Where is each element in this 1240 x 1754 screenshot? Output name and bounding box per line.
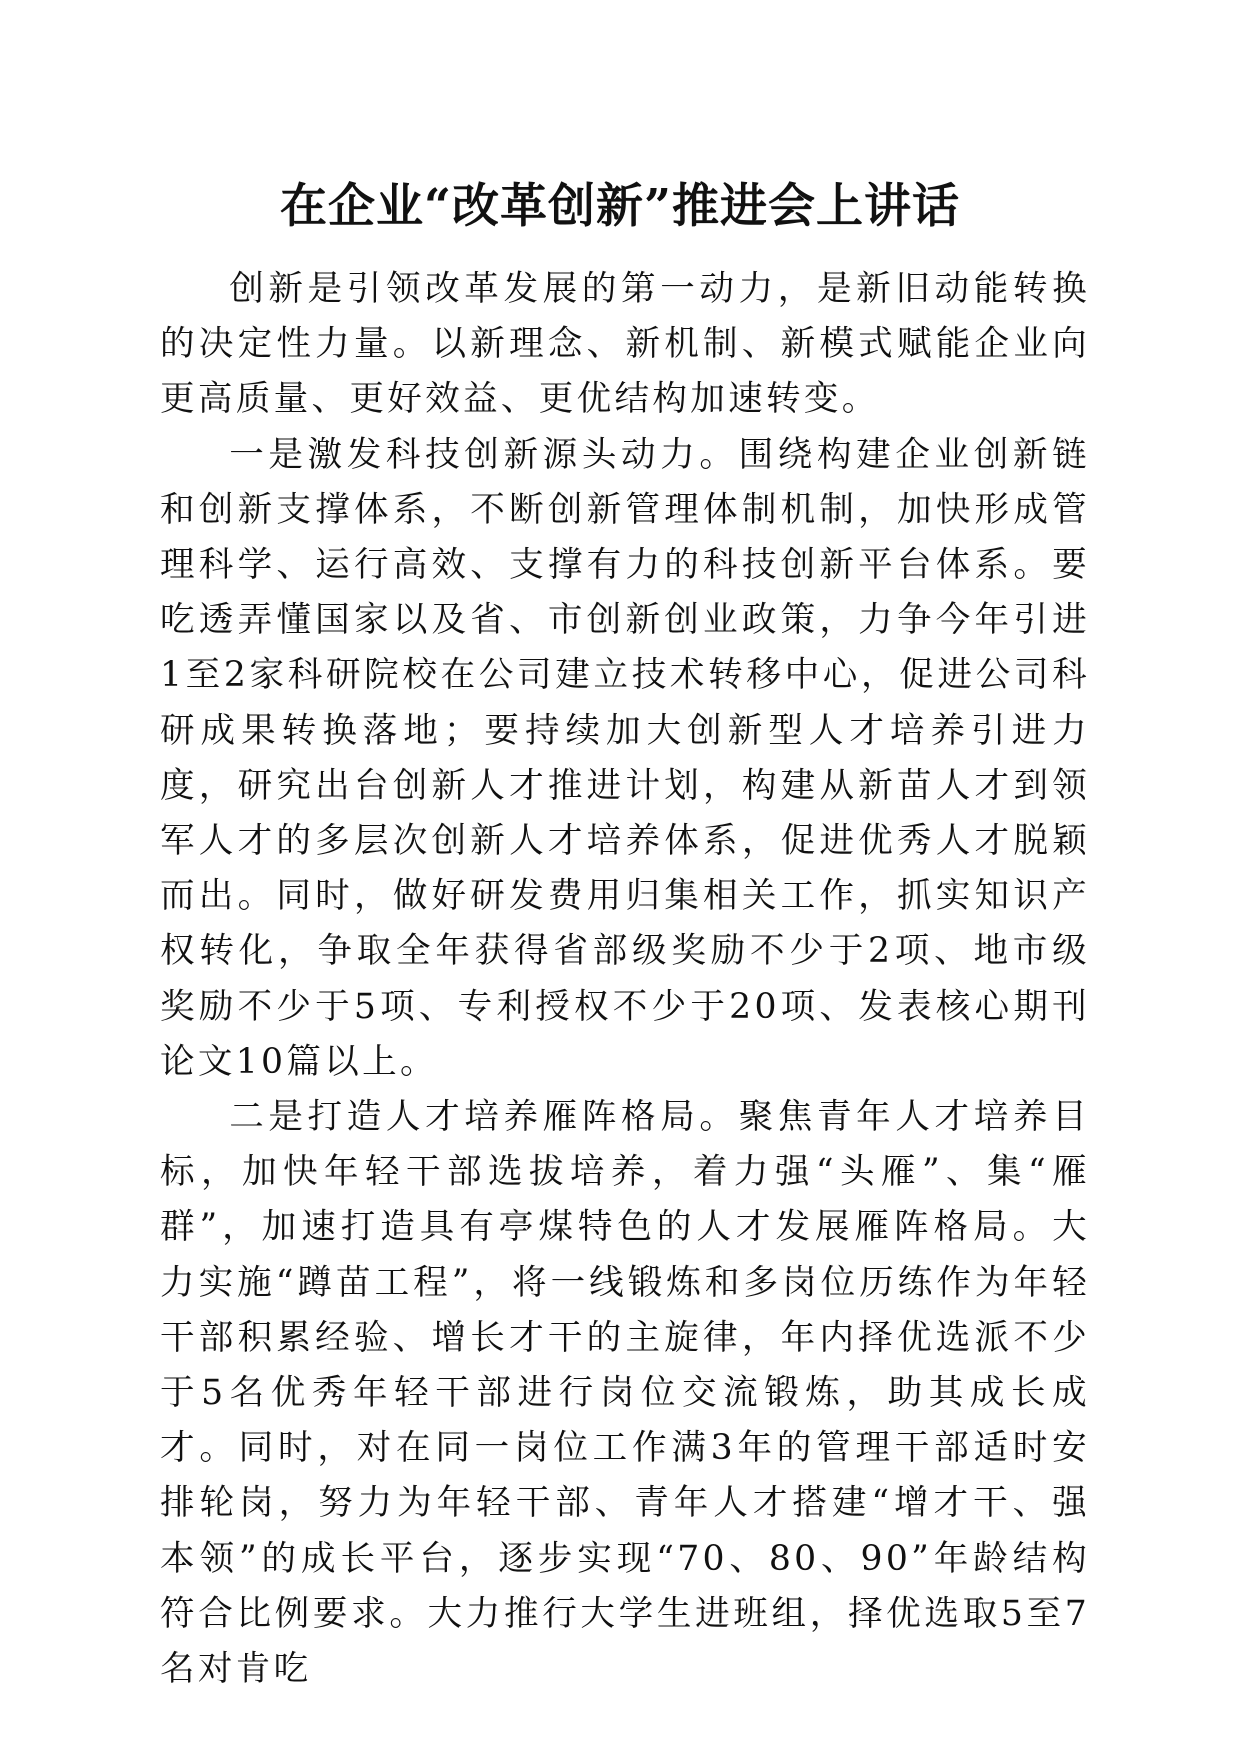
document-body (160, 262, 1090, 1697)
paragraph-intro: 创新是引领改革发展的第一动力，是新旧动能转换的决定性力量。以新理念、新机制、新模式赋能企业向更高质量、更好效益、更优结构加速转变。 (160, 269, 1090, 420)
paragraph-talent-cultivation: 二是打造人才培养雁阵格局。聚焦青年人才培养目标，加快年轻干部选拔培养，着力强“头雁”、集“雁群”，加速打造具有亭煤特色的人才发展雁阵格局。大力实施“蹲苗工程”，将一线锻炼和多岗位历练作为年轻干部积累经验、增长才干的主旋律，年内择优选派不少于5名优秀年轻干部进行岗位交流锻炼，助其成长成才。同时，对在同一岗位工作满3年的管理干部适时安排轮岗，努力为年轻干部、青年人才搭建“增才干、强本领”的成长平台，逐步实现“70、80、90”年龄结构符合比例要求。大力推行大学生进班组，择优选取5至7名对肯吃 (160, 1097, 1090, 1690)
paragraph-tech-innovation: 一是激发科技创新源头动力。围绕构建企业创新链和创新支撑体系，不断创新管理体制机制，加快形成管理科学、运行高效、支撑有力的科技创新平台体系。要吃透弄懂国家以及省、市创新创业政策，力争今年引进1至2家科研院校在公司建立技术转移中心，促进公司科研成果转换落地；要持续加大创新型人才培养引进力度，研究出台创新人才推进计划，构建从新苗人才到领军人才的多层次创新人才培养体系，促进优秀人才脱颖而出。同时，做好研发费用归集相关工作，抓实知识产权转化，争取全年获得省部级奖励不少于2项、地市级奖励不少于5项、专利授权不少于20项、发表核心期刊论文10篇以上。 (160, 434, 1090, 1082)
document-title: 在企业“改革创新”推进会上讲话 (279, 179, 961, 234)
